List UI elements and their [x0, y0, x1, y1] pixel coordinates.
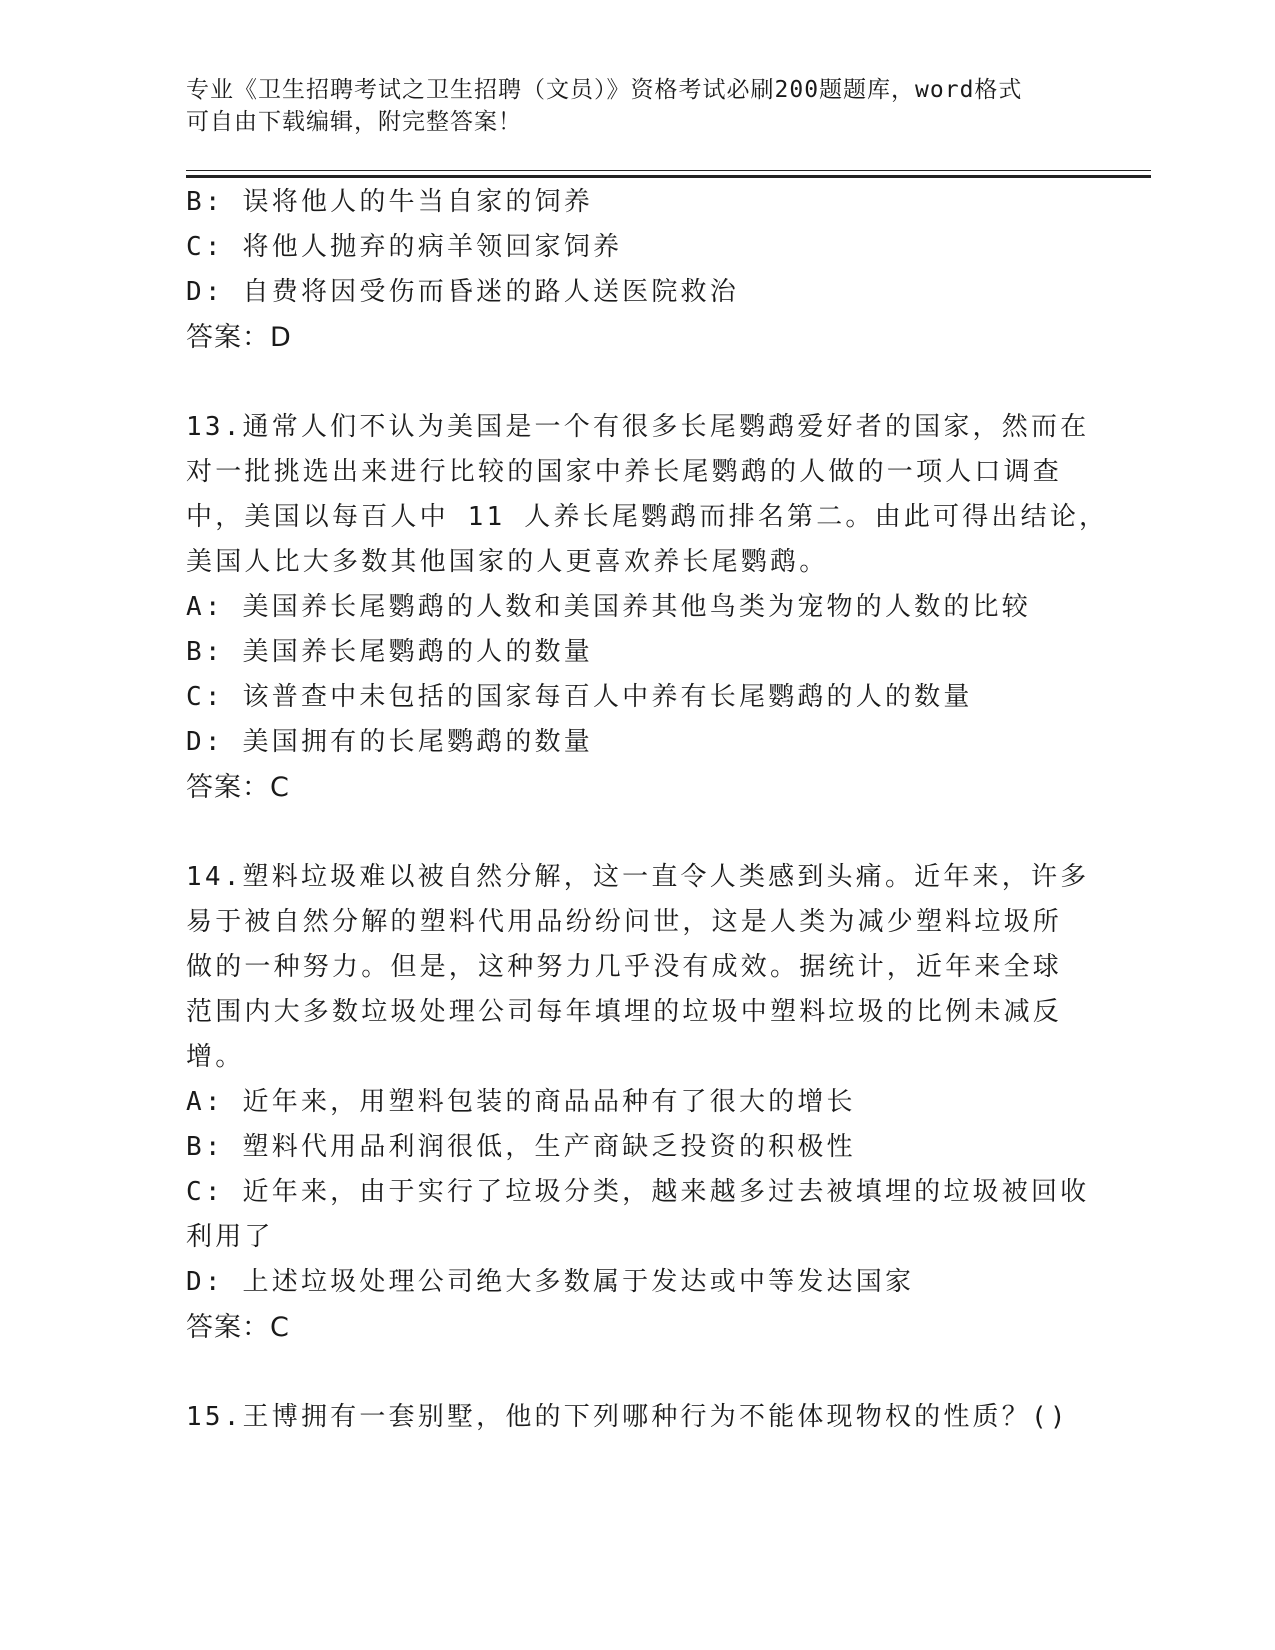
q13-stem-line-4: 美国人比大多数其他国家的人更喜欢养长尾鹦鹉。	[186, 547, 829, 577]
q15-stem-line-1: 15.王博拥有一套别墅，他的下列哪种行为不能体现物权的性质？()	[186, 1402, 1069, 1432]
header-divider-thick	[186, 175, 1151, 178]
spacer	[186, 810, 1086, 855]
q14-stem-line-1: 14.塑料垃圾难以被自然分解，这一直令人类感到头痛。近年来，许多	[186, 862, 1090, 892]
spacer	[186, 360, 1086, 405]
question-14	[186, 855, 1090, 1350]
q13-option-d: D: 美国拥有的长尾鹦鹉的数量	[186, 727, 593, 757]
q13-option-c: C: 该普查中未包括的国家每百人中养有长尾鹦鹉的人的数量	[186, 682, 973, 712]
q14-option-c-line-1: C: 近年来，由于实行了垃圾分类，越来越多过去被填埋的垃圾被回收	[186, 1177, 1090, 1207]
header-title-line-1: 专业《卫生招聘考试之卫生招聘（文员）》资格考试必刷200题题库，word格式	[186, 77, 1023, 103]
question-12-tail	[186, 180, 1086, 360]
q14-answer: 答案：C	[186, 1312, 290, 1343]
spacer	[186, 1350, 1086, 1395]
q13-answer: 答案：C	[186, 772, 290, 803]
question-13	[186, 405, 1109, 810]
q12-option-c: C: 将他人抛弃的病羊领回家饲养	[186, 232, 623, 262]
document-header	[186, 74, 1076, 138]
question-content	[186, 180, 1109, 1440]
question-15	[186, 1395, 1086, 1440]
q14-stem-line-5: 增。	[186, 1042, 245, 1072]
q14-option-d: D: 上述垃圾处理公司绝大多数属于发达或中等发达国家	[186, 1267, 915, 1297]
q12-option-b: B: 误将他人的牛当自家的饲养	[186, 187, 593, 217]
q13-option-b: B: 美国养长尾鹦鹉的人的数量	[186, 637, 593, 667]
q12-answer: 答案：D	[186, 322, 292, 353]
header-title-line-2: 可自由下载编辑，附完整答案！	[186, 109, 522, 135]
q14-option-a: A: 近年来，用塑料包装的商品品种有了很大的增长	[186, 1087, 856, 1117]
q13-stem-line-2: 对一批挑选出来进行比较的国家中养长尾鹦鹉的人做的一项人口调查	[186, 457, 1063, 487]
q14-stem-line-3: 做的一种努力。但是，这种努力几乎没有成效。据统计，近年来全球	[186, 952, 1063, 982]
q14-stem-line-4: 范围内大多数垃圾处理公司每年填埋的垃圾中塑料垃圾的比例未减反	[186, 997, 1063, 1027]
header-divider-thin	[186, 170, 1151, 171]
q14-option-b: B: 塑料代用品利润很低，生产商缺乏投资的积极性	[186, 1132, 856, 1162]
q14-stem-line-2: 易于被自然分解的塑料代用品纷纷问世，这是人类为减少塑料垃圾所	[186, 907, 1063, 937]
q14-option-c-line-2: 利用了	[186, 1222, 274, 1252]
q13-stem-line-1: 13.通常人们不认为美国是一个有很多长尾鹦鹉爱好者的国家，然而在	[186, 412, 1090, 442]
q13-option-a: A: 美国养长尾鹦鹉的人数和美国养其他鸟类为宠物的人数的比较	[186, 592, 1031, 622]
q13-stem-line-3: 中，美国以每百人中 11 人养长尾鹦鹉而排名第二。由此可得出结论，	[186, 502, 1109, 532]
q12-option-d: D: 自费将因受伤而昏迷的路人送医院救治	[186, 277, 739, 307]
